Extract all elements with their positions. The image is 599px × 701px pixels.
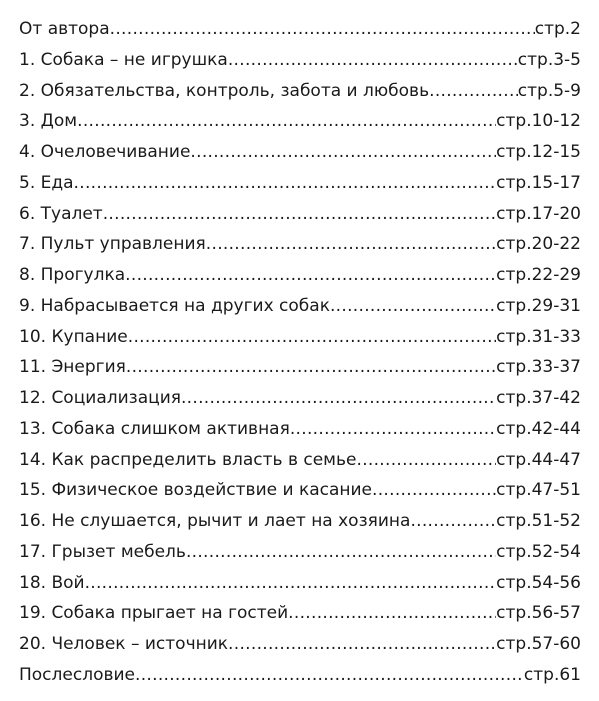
toc-entry-title: 11. Энергия bbox=[19, 357, 126, 378]
toc-entry bbox=[19, 14, 581, 45]
toc-entry bbox=[19, 168, 581, 199]
toc-entry-pages: стр.2 bbox=[534, 19, 581, 39]
toc-entry-pages: стр.47-51 bbox=[496, 480, 581, 501]
toc-entry bbox=[19, 598, 581, 629]
toc-entry-title: 7. Пульт управления bbox=[19, 234, 206, 255]
toc-entry-pages: стр.10-12 bbox=[496, 111, 581, 132]
toc-dot-leader bbox=[77, 106, 496, 137]
toc-dot-leader bbox=[126, 352, 496, 383]
toc-dot-leader bbox=[372, 475, 496, 506]
toc-entry-title: 12. Социализация bbox=[19, 388, 181, 408]
toc-entry-title: 4. Очеловечивание bbox=[19, 142, 191, 162]
toc-entry-pages: стр.33-37 bbox=[496, 357, 581, 378]
toc-entry bbox=[19, 445, 581, 476]
toc-entry-title: 10. Купание bbox=[19, 326, 128, 347]
toc-dot-leader bbox=[330, 291, 496, 322]
toc-dot-leader bbox=[125, 260, 496, 291]
toc-entry-title: 20. Человек – источник bbox=[19, 634, 229, 654]
toc-entry-pages: стр.61 bbox=[523, 664, 581, 685]
toc-entry-title: 14. Как распределить власть в семье bbox=[19, 449, 357, 470]
toc-entry-title: 6. Туалет bbox=[19, 203, 103, 224]
toc-dot-leader bbox=[410, 506, 496, 537]
toc-dot-leader bbox=[429, 76, 518, 107]
toc-dot-leader bbox=[186, 537, 496, 568]
toc-entry-pages: стр.57-60 bbox=[496, 634, 581, 654]
toc-dot-leader bbox=[228, 629, 496, 660]
toc-entry bbox=[19, 291, 581, 322]
toc-entry-title: 15. Физическое воздействие и касание bbox=[19, 480, 373, 501]
toc-entry-title: 13. Собака слишком активная bbox=[19, 418, 290, 439]
toc-entry-pages: стр.3-5 bbox=[517, 49, 581, 70]
toc-dot-leader bbox=[85, 568, 497, 599]
toc-entry-title: 3. Дом bbox=[19, 111, 78, 132]
toc-entry-pages: стр.17-20 bbox=[496, 203, 581, 224]
toc-entry-title: 19. Собака прыгает на гостей bbox=[19, 603, 289, 624]
toc-entry-pages: стр.52-54 bbox=[496, 541, 581, 562]
toc-entry bbox=[19, 352, 581, 383]
toc-dot-leader bbox=[356, 445, 496, 476]
toc-entry bbox=[19, 137, 581, 168]
toc-entry bbox=[19, 45, 581, 76]
toc-entry bbox=[19, 322, 581, 353]
toc-entry-pages: стр.42-44 bbox=[496, 418, 581, 439]
toc-entry bbox=[19, 414, 581, 445]
toc-entry-title: 17. Грызет мебель bbox=[19, 541, 186, 562]
toc-entry-pages: стр.5-9 bbox=[517, 80, 581, 101]
toc-entry bbox=[19, 475, 581, 506]
toc-entry-pages: стр.20-22 bbox=[496, 234, 581, 255]
toc-entry-title: 2. Обязательства, контроль, забота и любовь bbox=[19, 80, 430, 101]
toc-entry-title: 9. Набрасывается на других собак bbox=[19, 295, 330, 316]
toc-entry-pages: стр.54-56 bbox=[496, 572, 581, 593]
toc-entry-pages: стр.12-15 bbox=[496, 142, 581, 162]
toc-dot-leader bbox=[228, 45, 518, 76]
toc-entry bbox=[19, 660, 581, 691]
toc-entry bbox=[19, 383, 581, 414]
toc-dot-leader bbox=[74, 168, 497, 199]
toc-entry bbox=[19, 76, 581, 107]
toc-entry-title: 16. Не слушается, рычит и лает на хозяина bbox=[19, 511, 411, 531]
toc-entry-pages: стр.22-29 bbox=[496, 265, 581, 285]
toc-entry bbox=[19, 229, 581, 260]
toc-entry bbox=[19, 537, 581, 568]
toc-dot-leader bbox=[103, 199, 496, 230]
toc-entry bbox=[19, 506, 581, 537]
toc-entry-pages: стр.29-31 bbox=[496, 295, 581, 316]
toc-entry-pages: стр.31-33 bbox=[496, 326, 581, 347]
toc-entry-pages: стр.51-52 bbox=[496, 511, 581, 531]
toc-entry bbox=[19, 260, 581, 291]
toc-entry bbox=[19, 106, 581, 137]
toc-entry-pages: стр.56-57 bbox=[496, 603, 581, 624]
toc-dot-leader bbox=[206, 229, 496, 260]
toc-entry bbox=[19, 629, 581, 660]
toc-dot-leader bbox=[110, 14, 535, 45]
toc-entry-pages: стр.15-17 bbox=[496, 172, 581, 193]
toc-dot-leader bbox=[290, 414, 496, 445]
toc-entry-title: Послесловие bbox=[19, 664, 135, 685]
toc-dot-leader bbox=[128, 322, 496, 353]
toc-dot-leader bbox=[288, 598, 496, 629]
toc-entry bbox=[19, 199, 581, 230]
toc-entry-title: 8. Прогулка bbox=[19, 265, 126, 285]
toc-entry-title: 1. Собака – не игрушка bbox=[19, 49, 228, 70]
toc-entry-pages: стр.37-42 bbox=[496, 388, 581, 408]
toc-entry-title: 18. Вой bbox=[19, 572, 85, 593]
toc-entry-title: От автора bbox=[19, 19, 110, 39]
table-of-contents bbox=[19, 14, 581, 691]
toc-dot-leader bbox=[181, 383, 496, 414]
toc-entry-title: 5. Еда bbox=[19, 172, 74, 193]
toc-dot-leader bbox=[190, 137, 496, 168]
toc-entry bbox=[19, 568, 581, 599]
toc-dot-leader bbox=[135, 660, 524, 691]
toc-entry-pages: стр.44-47 bbox=[496, 449, 581, 470]
